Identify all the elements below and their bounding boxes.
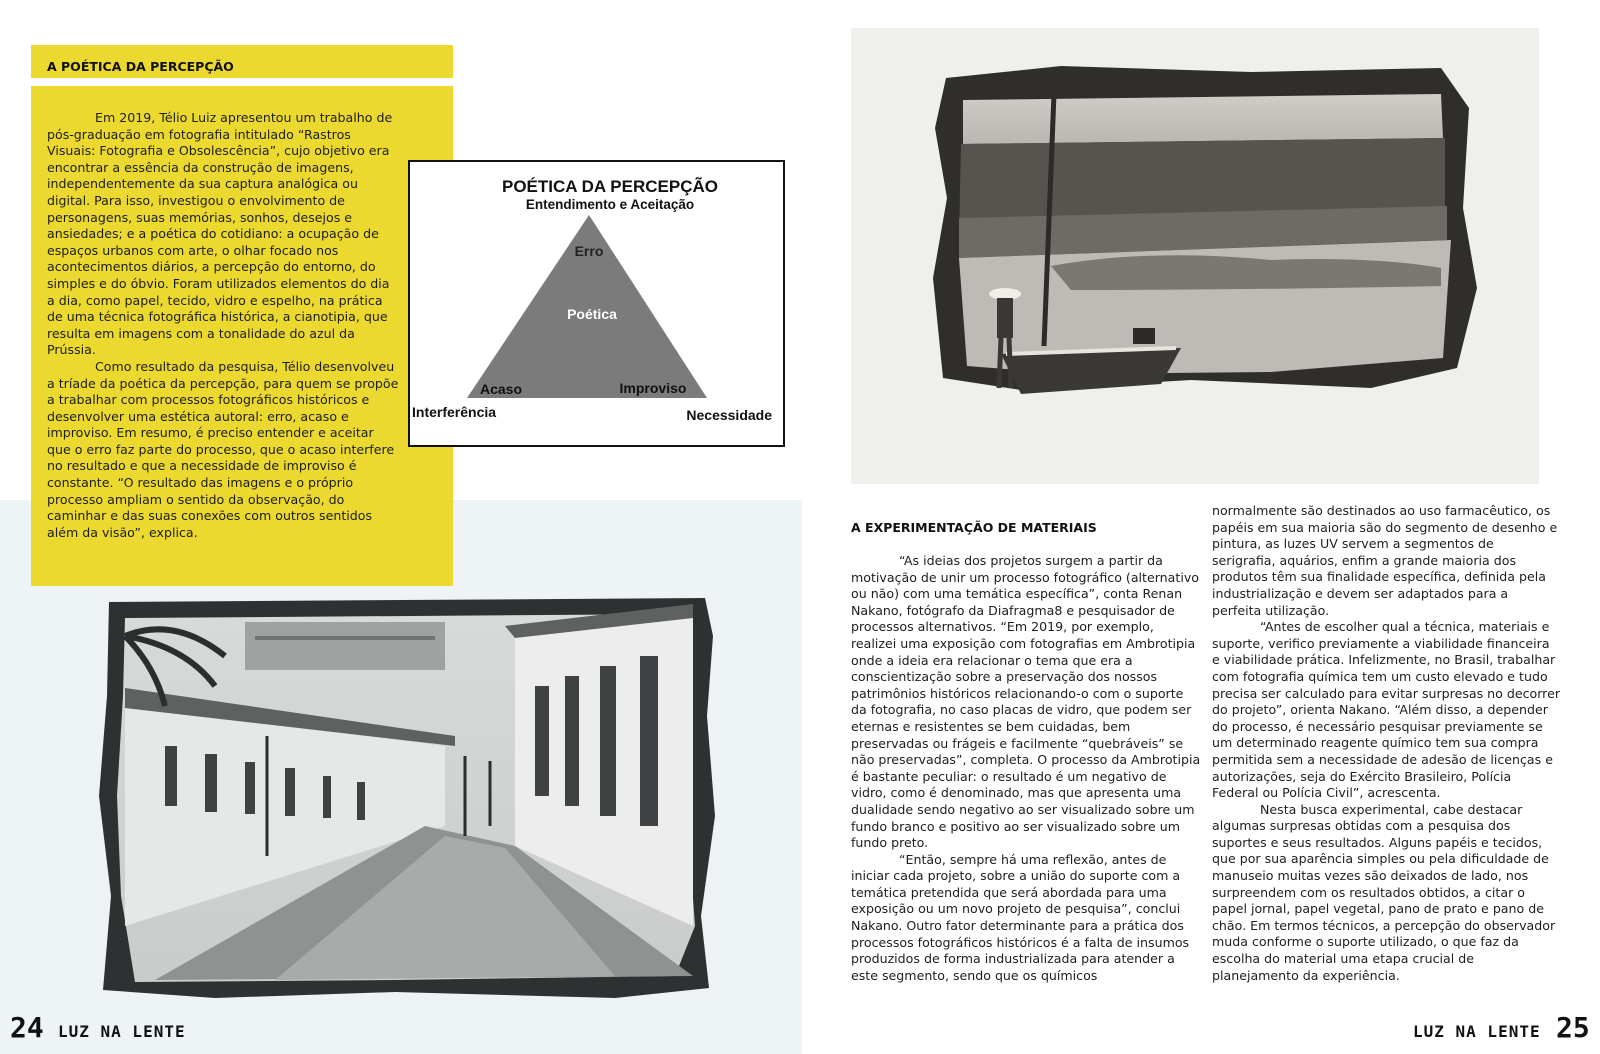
paragraph: Nesta busca experimental, cabe destacar algumas surpresas obtidas com a pesquisa dos suportes e seus resultados. Alguns papéis e tecidos, que por sua aparência simples ou pela dificuldade de manuseio muitas vezes são deixados de lado, nos surpreendem com os resultados obtidos, a citar o papel jornal, papel vegetal, pano de prato e pano de chão. Em termos técnicos, a percepção do observador muda conforme o suporte utilizado, o que faz da escolha do material uma etapa crucial de planejamento da experiência. xyxy=(1212,801,1556,983)
section-title: A POÉTICA DA PERCEPÇÃO xyxy=(47,59,234,74)
yellow-body-text xyxy=(47,110,399,541)
page-number-right: 25 xyxy=(1556,1011,1590,1044)
triad-center-label: Poética xyxy=(567,306,617,322)
paragraph: Em 2019, Télio Luiz apresentou um trabalho de pós-graduação em fotografia intitulado “Rastros Visuais: Fotografia e Obsolescência”, cujo objetivo era encontrar a essência da construção de imagens, independentemente da sua captura analógica ou digital. Para isso, investigou o envolvimento de personagens, suas memórias, sonhos, desejos e ansiedades; e a poética do cotidiano: a ocupação de espaços urbanos com arte, o olhar focado nos acontecimentos diários, a percepção do entorno, do simples e do óbvio. Foram utilizados elementos do dia a dia, como papel, tecido, vidro e espelho, na prática de uma técnica fotográfica histórica, a cianotipia, que resulta em imagens com a tonalidade do azul da Prússia. xyxy=(47,110,393,358)
paragraph: “As ideias dos projetos surgem a partir da motivação de unir um processo fotográfico (alternativo ou não) com uma temática específica”, conta Renan Nakano, fotógrafo da Diafragma8 e pesquisador de processos alternativos. “Em 2019, por exemplo, realizei uma exposição com fotografias em Ambrotipia onde a ideia era relacionar o tema que era a conscientização sobre a preservação dos nossos patrimônios históricos relacionando-o com o suporte da fotografia, no caso placas de vidro, que podem ser eternas e resistentes se bem cuidadas, bem preservadas ou frágeis e facilmente “quebráveis” se não preservadas”, completa. O processo da Ambrotipia é bastante peculiar: o resultado é um negativo de vidro, como é denominado, mas que apresenta uma dualidade sendo negativo ao ser visualizado sobre um fundo branco e positivo ao ser visualizado sobre um fundo preto. xyxy=(851,553,1201,851)
page-number-left: 24 xyxy=(10,1011,44,1044)
triad-bottom-left-label: Acaso xyxy=(479,381,523,397)
text-column-2 xyxy=(1212,503,1560,984)
poetica-diagram xyxy=(408,160,785,447)
magazine-name-left: LUZ NA LENTE xyxy=(58,1022,186,1041)
paragraph: “Então, sempre há uma reflexão, antes de iniciar cada projeto, sobre a união do suporte com a temática pretendida que será abordada para uma exposição ou um novo projeto de pesquisa”, conclui Nakano. Outro fator determinante para a prática dos processos fotográficos históricos é a falta de insumos produzidos de forma industrializada para atender a este segmento, sendo que os químicos xyxy=(851,851,1190,983)
paragraph: Como resultado da pesquisa, Télio desenvolveu a tríade da poética da percepção, para quem se propõe a trabalhar com processos fotográficos históricos e desenvolver uma estética autoral: erro, acaso e improviso. Em resumo, é preciso entender e aceitar que o erro faz parte do processo, que o acaso interfere no resultado e que a necessidade de improviso é constante. “O resultado das imagens e o próprio processo ampliam o sentido da observação, do caminhar e das suas conexões com outros sentidos além da visão”, explica. xyxy=(47,358,399,540)
triad-outer-right-label: Necessidade xyxy=(686,407,772,423)
diagram-subtitle: Entendimento e Aceitação xyxy=(525,197,695,212)
triad-bottom-right-label: Improviso xyxy=(619,380,687,396)
street-photo xyxy=(95,596,717,1000)
beach-boat-photo xyxy=(851,28,1539,484)
diagram-svg xyxy=(410,162,787,449)
text-column-1 xyxy=(851,553,1203,984)
triad-outer-left-label: Interferência xyxy=(412,404,497,420)
triad-top-label: Erro xyxy=(574,243,604,259)
paragraph: “Antes de escolher qual a técnica, materiais e suporte, verifico previamente a viabilidade financeira e viabilidade prática. Infelizmente, no Brasil, trabalhar com fotografia química tem um custo elevado e tudo precisa ser calculado para evitar surpresas no decorrer do projeto”, orienta Nakano. “Além disso, a depender do processo, é necessário pesquisar previamente se um determinado reagente químico tem sua compra permitida sem a necessidade de adesão de licenças e autorizações, seja do Exército Brasileiro, Polícia Federal ou Polícia Civil”, acrescenta. xyxy=(1212,619,1561,801)
magazine-name-right: LUZ NA LENTE xyxy=(1413,1022,1541,1041)
section-title-experimentation: A EXPERIMENTAÇÃO DE MATERIAIS xyxy=(851,520,1097,535)
diagram-title: POÉTICA DA PERCEPÇÃO xyxy=(502,177,718,196)
paragraph: normalmente são destinados ao uso farmacêutico, os papéis em sua maioria são do segmento de desenho e pintura, as luzes UV servem a segmentos de serigrafia, aquários, enfim a grande maioria dos produtos têm sua finalidade específica, definida pela industrialização e devem ser adaptados para a perfeita utilização. xyxy=(1212,503,1558,618)
